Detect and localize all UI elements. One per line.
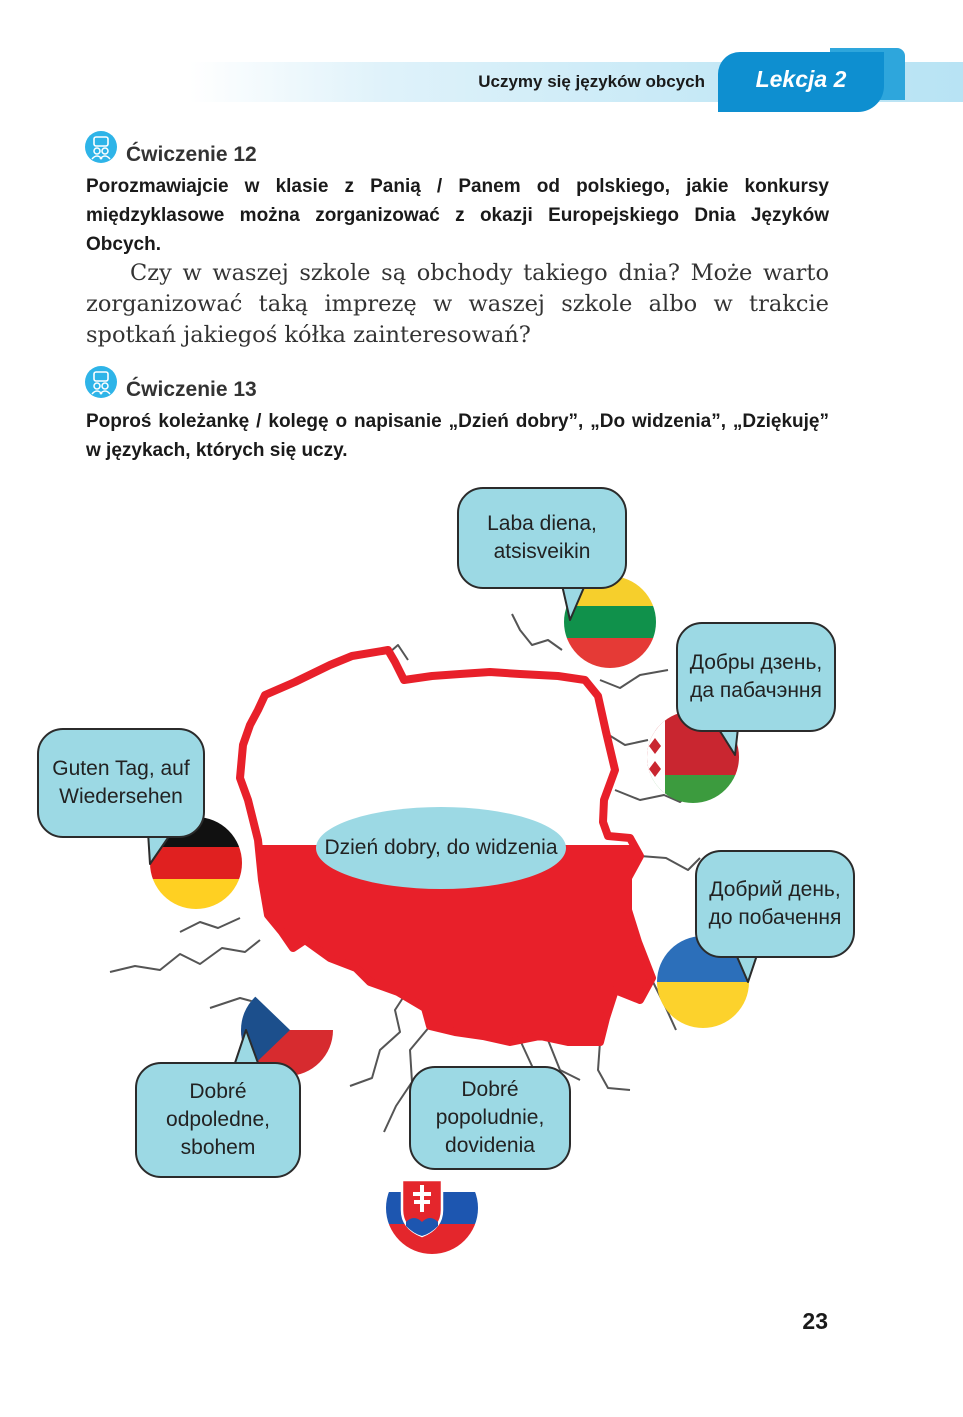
slovakia-flag — [380, 1160, 485, 1256]
lesson-label: Lekcja 2 — [755, 66, 847, 92]
discussion-icon — [85, 366, 117, 398]
exercise-12-instruction: Porozmawiajcie w klasie z Panią / Panem od polskiego, jakie konkursy międzyklasowe można zorganizować z okazji Europejskiego Dnia Języków Obcych. — [86, 176, 829, 255]
ukrainian-greeting-bubble: Добрий день, до побачення — [695, 850, 855, 958]
exercise-12-text: Czy w waszej szkole są obchody takiego dnia? Może warto zorganizować taką imprezę w waszej szkole albo w trakcie spotkań jakiegoś kółka zainteresowań? — [86, 260, 829, 348]
slovak-greeting-bubble: Dobré popoludnie, dovidenia — [409, 1066, 571, 1170]
discussion-icon — [85, 131, 117, 163]
czech-greeting-bubble: Dobré odpoledne, sbohem — [135, 1062, 301, 1178]
header-title: Uczymy się języków obcych — [478, 72, 705, 91]
belarusian-greeting-bubble: Добры дзень, да пабачэння — [676, 622, 836, 732]
page-number: 23 — [802, 1308, 828, 1334]
exercise-12-title: Ćwiczenie 12 — [126, 143, 257, 166]
exercise-13-instruction: Poproś koleżankę / kolegę o napisanie „Dzień dobry”, „Do widzenia”, „Dziękuję” w językach, których się uczy. — [86, 411, 829, 461]
lithuanian-greeting-bubble: Laba diena, atsisveikin — [457, 487, 627, 589]
polish-greeting-oval: Dzień dobry, do widzenia — [316, 807, 566, 889]
german-greeting-bubble: Guten Tag, auf Wiedersehen — [37, 728, 205, 838]
exercise-13-title: Ćwiczenie 13 — [126, 378, 257, 401]
